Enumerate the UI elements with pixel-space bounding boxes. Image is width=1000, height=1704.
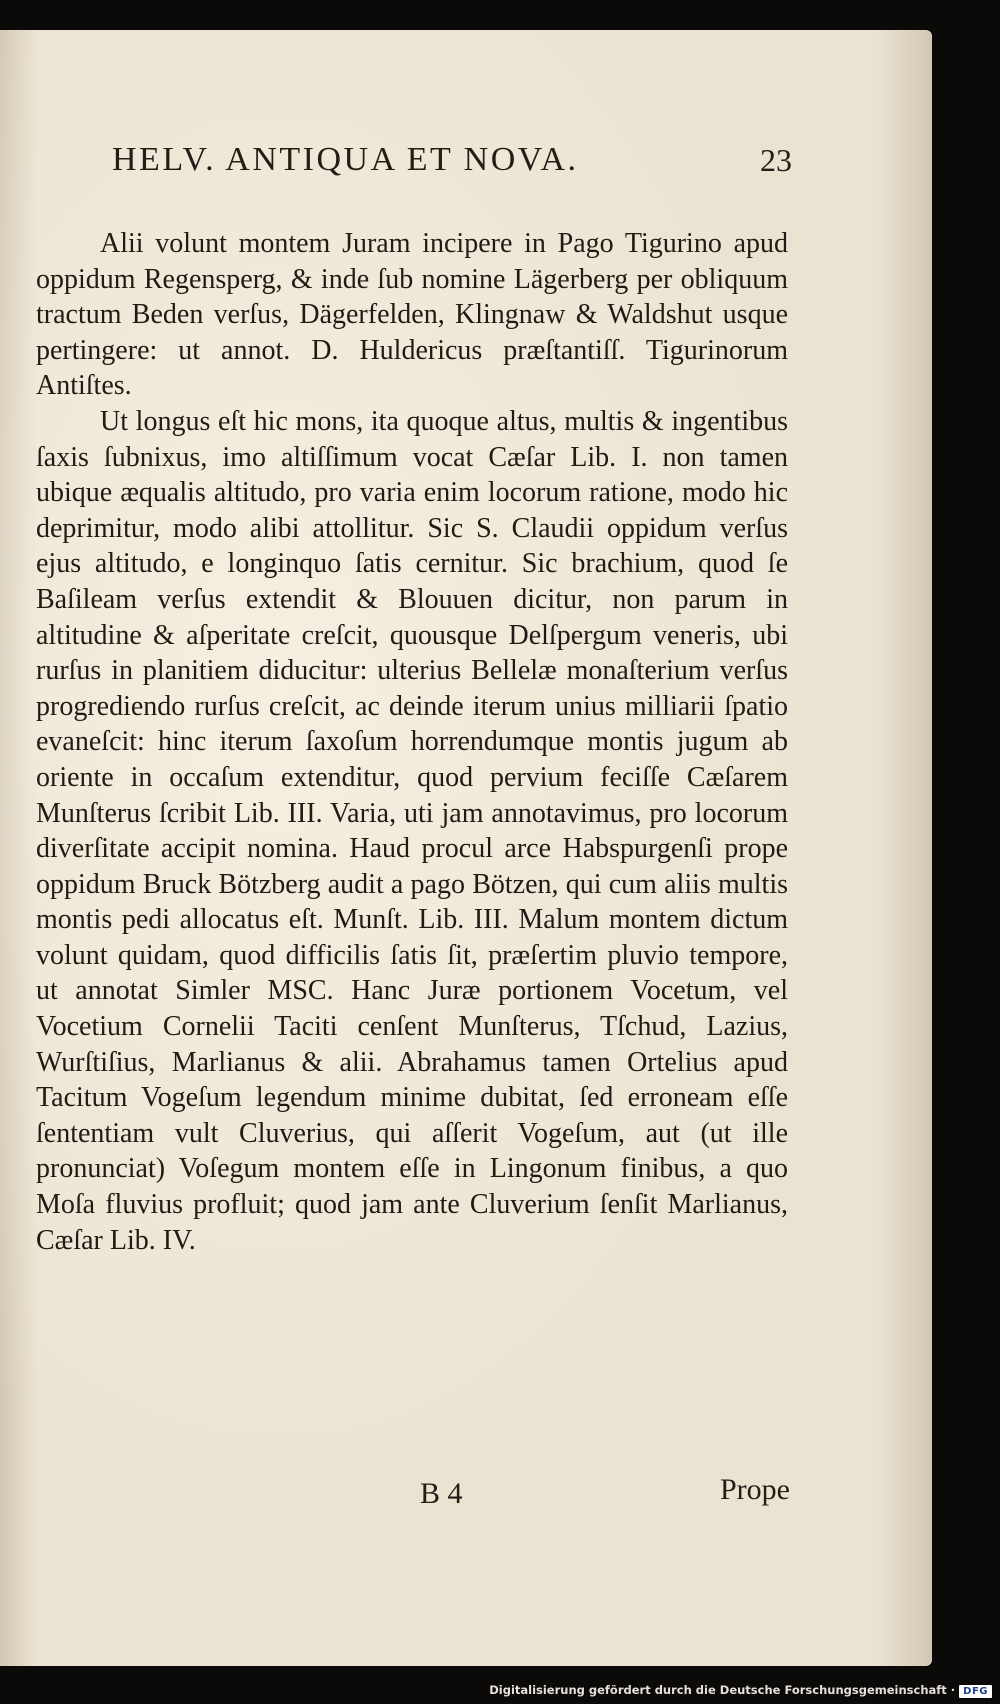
digitization-credit — [489, 1683, 992, 1698]
dfg-logo: DFG — [959, 1685, 992, 1698]
signature-mark: B 4 — [420, 1477, 463, 1510]
paragraph: Ut longus eſt hic mons, ita quoque altus, multis & ingentibus ſaxis ſubnixus, imo altiſſimum vocat Cæſar Lib. I. non tamen ubique æqualis altitudo, pro varia enim locorum ratione, modo hic deprimitur, modo alibi attollitur. Sic S. Claudii oppidum verſus ejus altitudo, e longinquo ſatis cernitur. Sic brachium, quod ſe Baſileam verſus extendit & Blouuen dicitur, non parum in altitudine & aſperitate creſcit, quousque Delſpergum veneris, ubi rurſus in planitiem diducitur: ulterius Bellelæ monaſterium verſus progrediendo rurſus creſcit, ac deinde iterum unius milliarii ſpatio evaneſcit: hinc iterum ſaxoſum horrendumque montis jugum ab oriente in occaſum extenditur, quod pervium feciſſe Cæſarem Munſterus ſcribit Lib. III. Varia, uti jam annotavimus, pro locorum diverſitate accipit nomina. Haud procul arce Habspurgenſi prope oppidum Bruck Bötzberg audit a pago Bötzen, qui cum aliis multis montis pedi allocatus eſt. Munſt. Lib. III. Malum montem dictum volunt quidam, quod difficilis ſatis ſit, præſertim pluvio tempore, ut annotat Simler MSC. Hanc Juræ portionem Vocetum, vel Vocetium Cornelii Taciti cenſent Munſterus, Tſchud, Lazius, Wurſtiſius, Marlianus & alii. Abrahamus tamen Ortelius apud Tacitum Vogeſum legendum minime dubitat, ſed erroneam eſſe ſententiam vult Cluverius, qui aſſerit Vogeſum, aut (ut ille pronunciat) Voſegum montem eſſe in Lingonum finibus, a quo Moſa fluvius profluit; quod jam ante Cluverium ſenſit Marlianus, Cæſar Lib. IV. — [36, 405, 788, 1256]
catchword: Prope — [720, 1473, 790, 1506]
body-text — [36, 226, 788, 1258]
paragraph: Alii volunt montem Juram incipere in Pago Tigurino apud oppidum Regensperg, & inde ſub nomine Lägerberg per obliquum tractum Beden verſus, Dägerfelden, Klingnaw & Waldshut usque pertingere: ut annot. D. Huldericus præſtantiſſ. Tigurinorum Antiſtes. — [36, 228, 788, 402]
page-header — [112, 130, 792, 190]
page-number: 23 — [760, 142, 792, 178]
book-page — [0, 30, 932, 1666]
running-title: HELV. ANTIQUA ET NOVA. — [112, 141, 579, 178]
credit-text: Digitalisierung gefördert durch die Deutsche Forschungsgemeinschaft · — [489, 1683, 956, 1697]
